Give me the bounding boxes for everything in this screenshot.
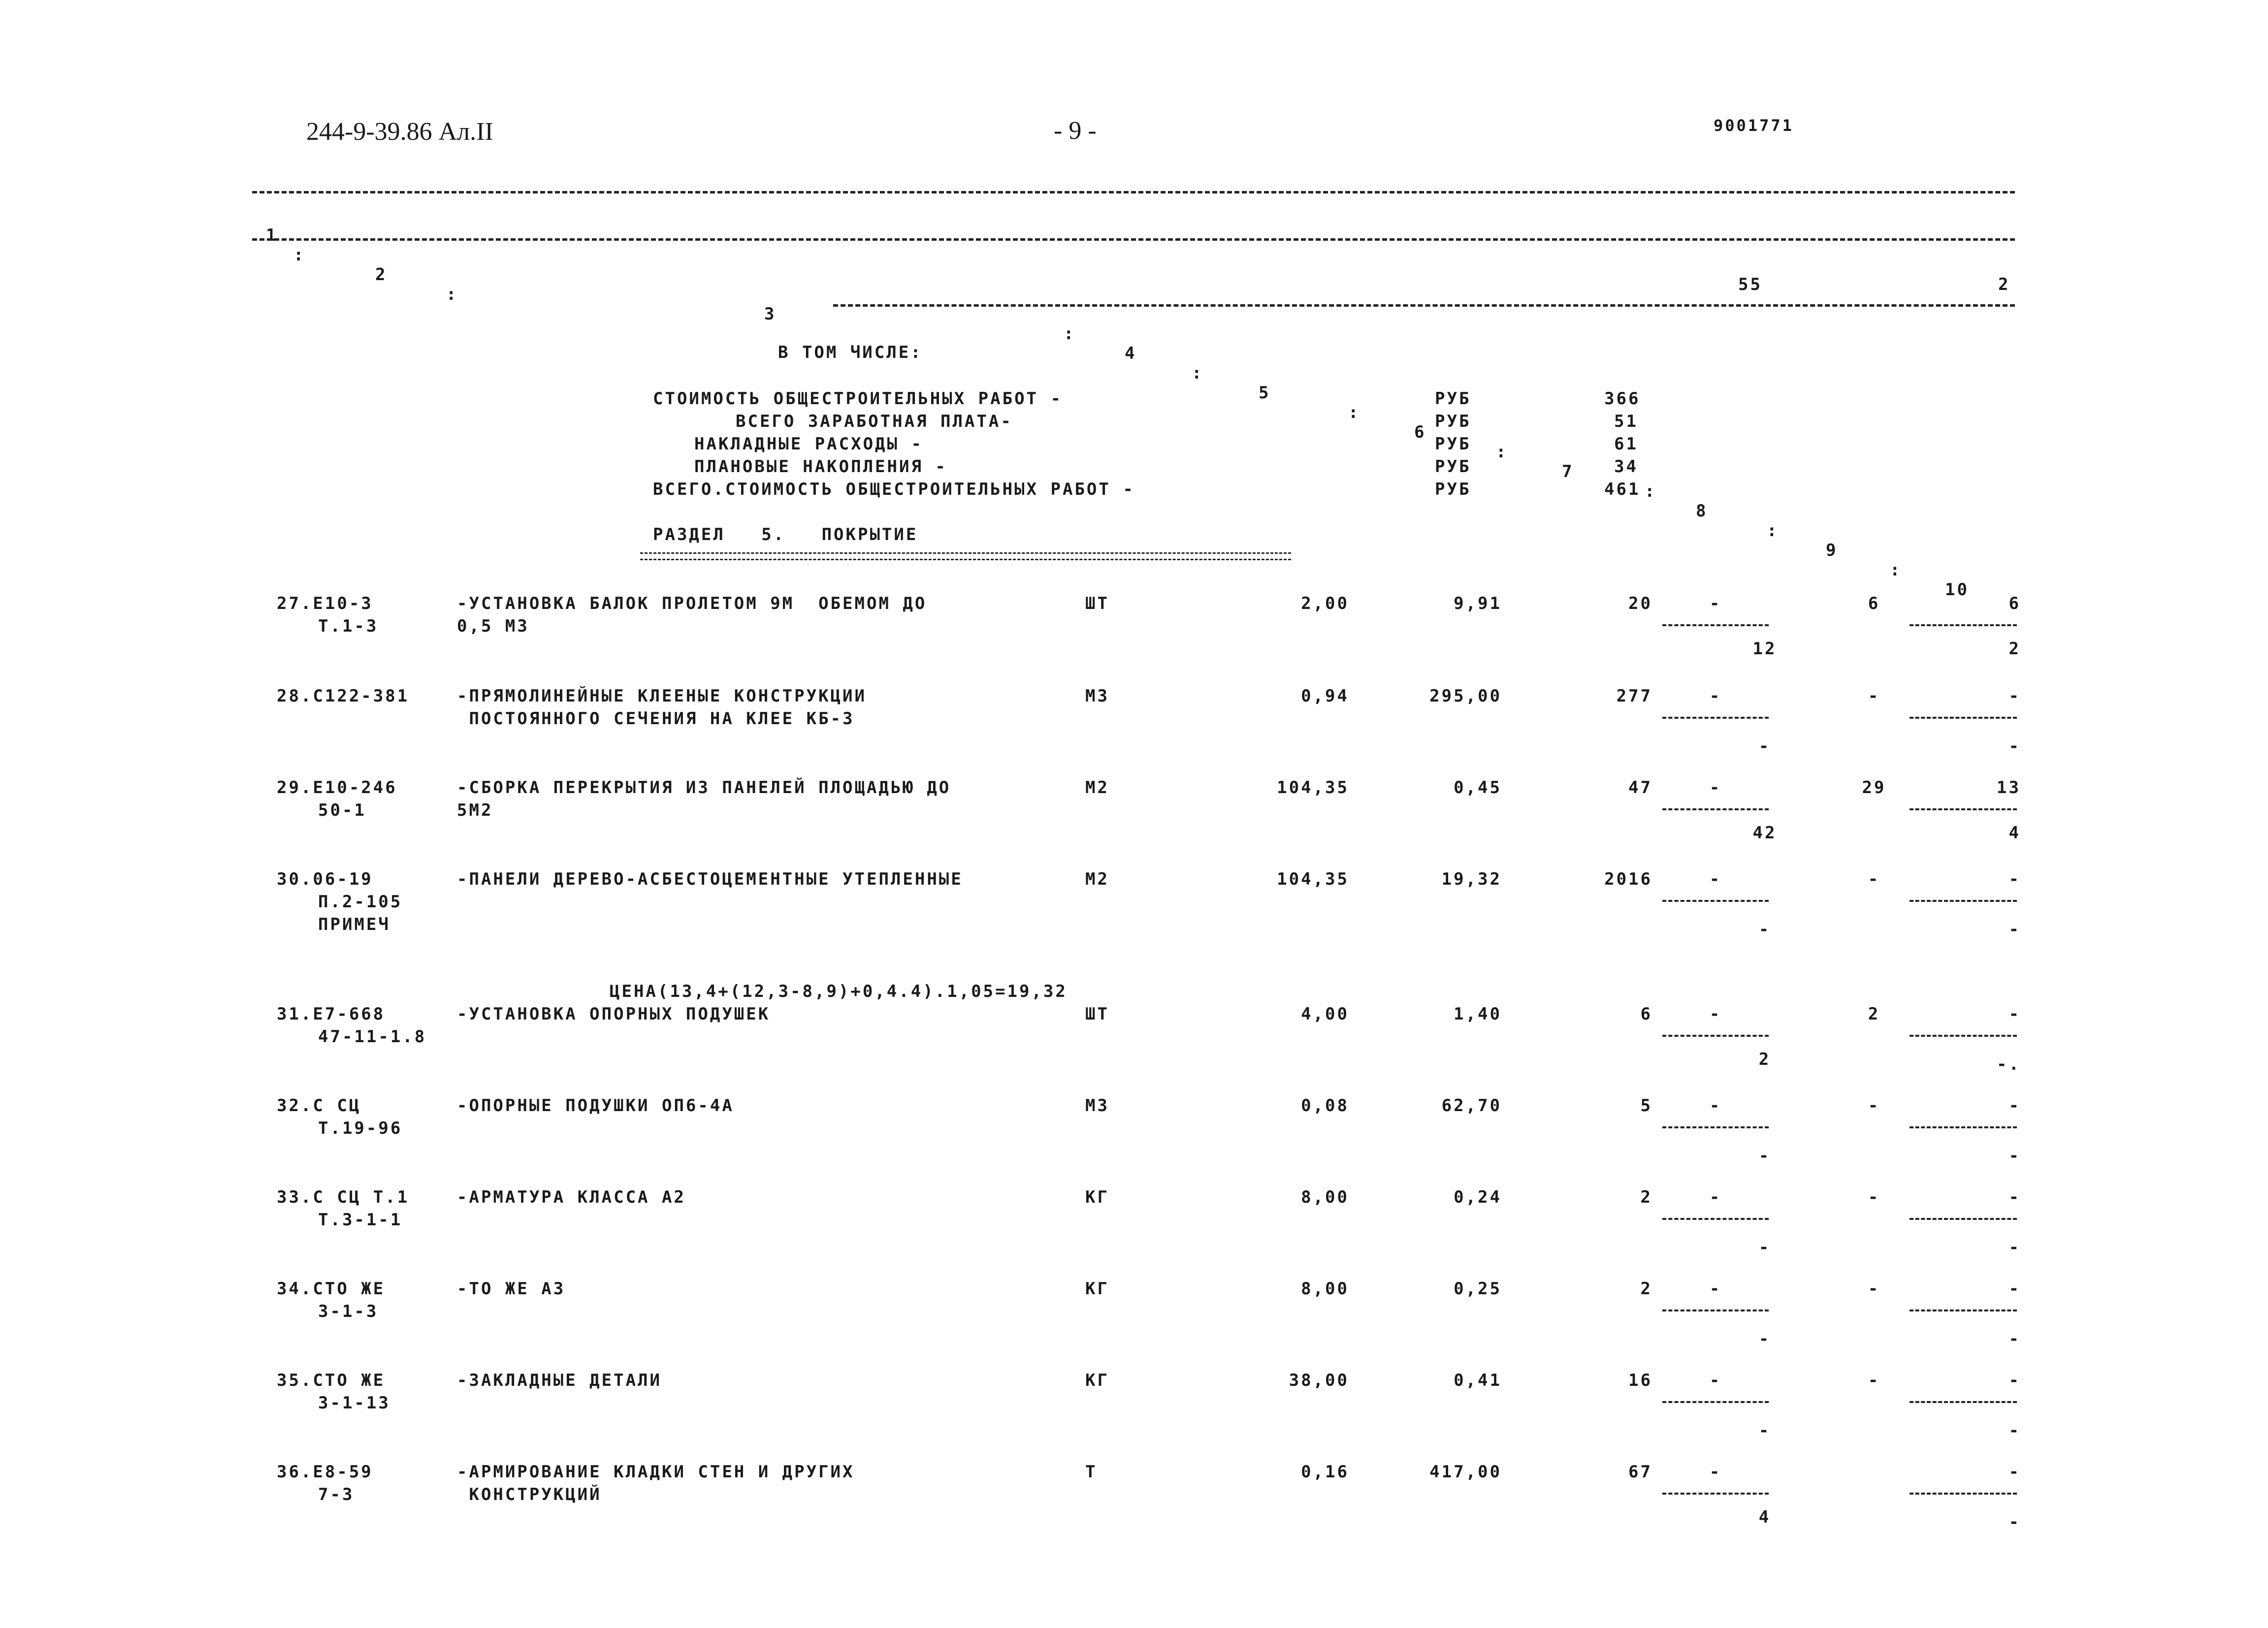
row-col8-bottom: - xyxy=(1758,736,1771,756)
row-code: 35.СТО ЖЕ xyxy=(277,1371,386,1390)
row-col10-top: - xyxy=(2009,1096,2021,1116)
row-total: 2 xyxy=(1640,1279,1652,1299)
row-col9: - xyxy=(1868,869,1880,889)
row-unit-price: 1,40 xyxy=(1454,1004,1502,1024)
row-unit: ШТ xyxy=(1085,1004,1109,1024)
document-code: 244-9-39.86 Ал.II xyxy=(306,118,493,146)
row-col10-bottom: - xyxy=(2009,1329,2021,1349)
summary-label: ВСЕГО ЗАРАБОТНАЯ ПЛАТА- xyxy=(736,412,1013,431)
row-col8-rule xyxy=(1662,1401,1769,1403)
row-col9: 29 xyxy=(1862,778,1886,798)
row-col10-top: - xyxy=(2009,1004,2021,1024)
row-price-note: ЦЕНА(13,4+(12,3-8,9)+0,4.4).1,05=19,32 xyxy=(610,982,1068,1001)
summary-value: 51 xyxy=(1614,412,1638,431)
row-col10-top: - xyxy=(2009,869,2021,889)
row-col10-bottom: -. xyxy=(1997,1054,2021,1074)
row-total: 47 xyxy=(1628,778,1652,798)
row-unit: ШТ xyxy=(1085,594,1109,613)
row-col8-top: - xyxy=(1709,1462,1722,1482)
col-header-10: 10 xyxy=(1945,580,1969,600)
header-rule-bottom xyxy=(252,238,2015,241)
summary-value: 34 xyxy=(1614,457,1638,477)
row-col8-top: - xyxy=(1709,1371,1722,1390)
row-unit: Т xyxy=(1085,1462,1098,1482)
row-quantity: 0,94 xyxy=(1301,686,1349,706)
row-col10-rule xyxy=(1910,808,2017,810)
row-description-cont: 0,5 М3 xyxy=(457,616,529,636)
row-total: 5 xyxy=(1640,1096,1652,1116)
carry-col8: 55 xyxy=(1738,275,1762,294)
row-col10-bottom: - xyxy=(2009,1421,2021,1440)
col-header-sep: : xyxy=(1348,403,1361,422)
carry-col10: 2 xyxy=(1998,275,2010,294)
row-unit: КГ xyxy=(1085,1279,1109,1299)
row-code: 31.Е7-668 xyxy=(277,1004,386,1024)
row-quantity: 104,35 xyxy=(1277,869,1349,889)
row-unit-price: 0,45 xyxy=(1454,778,1502,798)
row-description: -УСТАНОВКА БАЛОК ПРОЛЕТОМ 9М ОБЕМОМ ДО xyxy=(457,594,927,613)
row-description: -ТО ЖЕ А3 xyxy=(457,1279,566,1299)
col-header-4: 4 xyxy=(1125,344,1137,363)
col-header-6: 6 xyxy=(1414,422,1426,442)
col-header-5: 5 xyxy=(1259,383,1271,403)
summary-unit: РУБ xyxy=(1435,389,1471,409)
row-unit-price: 295,00 xyxy=(1429,686,1502,706)
row-total: 277 xyxy=(1616,686,1652,706)
row-col10-bottom: 4 xyxy=(2009,823,2021,843)
row-unit-price: 19,32 xyxy=(1441,869,1502,889)
header-rule-top xyxy=(252,191,2015,193)
row-col10-top: - xyxy=(2009,1187,2021,1207)
summary-label: ПЛАНОВЫЕ НАКОПЛЕНИЯ - xyxy=(694,457,947,477)
col-header-1: 1 xyxy=(266,225,278,245)
col-header-sep: : xyxy=(1192,363,1204,383)
row-code: 30.06-19 xyxy=(277,869,373,889)
row-col8-rule xyxy=(1662,1309,1769,1311)
row-col8-rule xyxy=(1662,717,1769,719)
row-unit: КГ xyxy=(1085,1187,1109,1207)
col-header-sep: : xyxy=(293,245,306,265)
row-col9: - xyxy=(1868,1279,1880,1299)
row-col10-top: - xyxy=(2009,1279,2021,1299)
col-header-sep: : xyxy=(1767,521,1779,541)
summary-unit: РУБ xyxy=(1435,457,1471,477)
row-code-note: ПРИМЕЧ xyxy=(318,915,390,934)
row-col10-rule xyxy=(1910,717,2017,719)
row-description: -АРМИРОВАНИЕ КЛАДКИ СТЕН И ДРУГИХ xyxy=(457,1462,855,1482)
col-header-9: 9 xyxy=(1826,541,1838,560)
row-description: -УСТАНОВКА ОПОРНЫХ ПОДУШЕК xyxy=(457,1004,771,1024)
row-col8-rule xyxy=(1662,900,1769,902)
row-total: 2016 xyxy=(1604,869,1652,889)
row-col9: - xyxy=(1868,1187,1880,1207)
document-id: 9001771 xyxy=(1714,116,1794,135)
row-col10-rule xyxy=(1910,1309,2017,1311)
section-underline xyxy=(640,552,1291,560)
row-col8-bottom: - xyxy=(1758,1238,1771,1257)
row-description-cont: КОНСТРУКЦИЙ xyxy=(457,1485,602,1504)
row-description: -СБОРКА ПЕРЕКРЫТИЯ ИЗ ПАНЕЛЕЙ ПЛОЩАДЬЮ ДО xyxy=(457,778,951,798)
row-col8-top: - xyxy=(1709,778,1722,798)
row-code: 33.С СЦ Т.1 xyxy=(277,1187,410,1207)
row-unit: М3 xyxy=(1085,1096,1109,1116)
row-col10-rule xyxy=(1910,1126,2017,1128)
page-number: - 9 - xyxy=(1054,117,1097,145)
row-description: -ОПОРНЫЕ ПОДУШКИ ОП6-4А xyxy=(457,1096,734,1116)
row-total: 16 xyxy=(1628,1371,1652,1390)
row-code-ref: 3-1-13 xyxy=(318,1393,390,1413)
row-col10-rule xyxy=(1910,1401,2017,1403)
row-col8-bottom: - xyxy=(1758,920,1771,939)
row-unit-price: 0,41 xyxy=(1454,1371,1502,1390)
row-quantity: 8,00 xyxy=(1301,1279,1349,1299)
row-code-ref: 50-1 xyxy=(318,800,366,820)
row-description-cont: ПОСТОЯННОГО СЕЧЕНИЯ НА КЛЕЕ КБ-3 xyxy=(457,709,855,729)
summary-label: ВСЕГО.СТОИМОСТЬ ОБЩЕСТРОИТЕЛЬНЫХ РАБОТ - xyxy=(653,479,1135,499)
row-col8-bottom: - xyxy=(1758,1329,1771,1349)
col-header-sep: : xyxy=(446,285,458,304)
row-col8-bottom: 2 xyxy=(1758,1050,1771,1069)
row-col10-bottom: - xyxy=(2009,1146,2021,1166)
row-col8-top: - xyxy=(1709,686,1722,706)
row-col10-bottom: - xyxy=(2009,1238,2021,1257)
row-code-ref: Т.1-3 xyxy=(318,616,379,636)
row-total: 20 xyxy=(1628,594,1652,613)
row-unit-price: 0,25 xyxy=(1454,1279,1502,1299)
col-header-sep: : xyxy=(1496,442,1508,462)
summary-heading: В ТОМ ЧИСЛЕ: xyxy=(778,343,923,362)
row-unit: М2 xyxy=(1085,778,1109,798)
row-total: 2 xyxy=(1640,1187,1652,1207)
row-col10-rule xyxy=(1910,900,2017,902)
row-col8-rule xyxy=(1662,808,1769,810)
col-header-sep: : xyxy=(1064,324,1076,344)
row-code: 32.С СЦ xyxy=(277,1096,361,1116)
row-unit: М3 xyxy=(1085,686,1109,706)
row-col8-bottom: 4 xyxy=(1758,1507,1771,1527)
row-code: 27.Е10-3 xyxy=(277,594,373,613)
row-col8-top: - xyxy=(1709,1279,1722,1299)
row-col8-rule xyxy=(1662,1126,1769,1128)
row-col10-top: 6 xyxy=(2009,594,2021,613)
row-code-ref: Т.19-96 xyxy=(318,1118,403,1138)
row-col10-bottom: - xyxy=(2009,1512,2021,1532)
col-header-8: 8 xyxy=(1696,501,1708,521)
row-col8-rule xyxy=(1662,1493,1769,1495)
row-col9: - xyxy=(1868,1096,1880,1116)
row-description-cont: 5М2 xyxy=(457,800,493,820)
row-col10-bottom: 2 xyxy=(2009,639,2021,659)
row-col10-top: - xyxy=(2009,686,2021,706)
row-unit-price: 0,24 xyxy=(1454,1187,1502,1207)
row-quantity: 0,08 xyxy=(1301,1096,1349,1116)
row-description: -ЗАКЛАДНЫЕ ДЕТАЛИ xyxy=(457,1371,662,1390)
row-col8-rule xyxy=(1662,1218,1769,1220)
summary-unit: РУБ xyxy=(1435,479,1471,499)
summary-value: 461 xyxy=(1604,479,1641,499)
summary-value: 61 xyxy=(1614,434,1638,454)
row-col10-top: - xyxy=(2009,1371,2021,1390)
row-total: 67 xyxy=(1628,1462,1652,1482)
summary-unit: РУБ xyxy=(1435,434,1471,454)
row-col9: - xyxy=(1868,686,1880,706)
row-col8-top: - xyxy=(1709,1187,1722,1207)
row-col10-rule xyxy=(1910,1035,2017,1037)
row-col9: 2 xyxy=(1868,1004,1880,1024)
row-col10-rule xyxy=(1910,1493,2017,1495)
row-col10-bottom: - xyxy=(2009,736,2021,756)
row-code-ref: П.2-105 xyxy=(318,892,403,912)
row-col10-rule xyxy=(1910,1218,2017,1220)
row-col8-top: - xyxy=(1709,1004,1722,1024)
row-col9: - xyxy=(1868,1371,1880,1390)
row-total: 6 xyxy=(1640,1004,1652,1024)
row-code: 28.С122-381 xyxy=(277,686,410,706)
row-col8-top: - xyxy=(1709,594,1722,613)
row-col8-rule xyxy=(1662,624,1769,626)
row-col10-rule xyxy=(1910,624,2017,626)
row-col8-bottom: - xyxy=(1758,1146,1771,1166)
row-code-ref: 3-1-3 xyxy=(318,1302,379,1321)
row-col8-top: - xyxy=(1709,1096,1722,1116)
row-unit-price: 417,00 xyxy=(1429,1462,1502,1482)
row-code-ref: Т.3-1-1 xyxy=(318,1210,403,1230)
row-col10-top: - xyxy=(2009,1462,2021,1482)
col-header-sep: : xyxy=(1890,560,1902,580)
row-code: 36.Е8-59 xyxy=(277,1462,373,1482)
row-quantity: 104,35 xyxy=(1277,778,1349,798)
row-unit: КГ xyxy=(1085,1371,1109,1390)
row-unit: М2 xyxy=(1085,869,1109,889)
summary-unit: РУБ xyxy=(1435,412,1471,431)
col-header-7: 7 xyxy=(1562,462,1574,481)
row-quantity: 2,00 xyxy=(1301,594,1349,613)
row-col8-bottom: 12 xyxy=(1752,639,1777,659)
section-title: РАЗДЕЛ 5. ПОКРЫТИЕ xyxy=(653,525,918,544)
row-unit-price: 62,70 xyxy=(1441,1096,1502,1116)
carry-rule xyxy=(833,304,2015,307)
row-unit-price: 9,91 xyxy=(1454,594,1502,613)
summary-label: НАКЛАДНЫЕ РАСХОДЫ - xyxy=(694,434,923,454)
row-description: -АРМАТУРА КЛАССА А2 xyxy=(457,1187,686,1207)
col-header-2: 2 xyxy=(375,265,388,285)
summary-value: 366 xyxy=(1604,389,1641,409)
row-col10-bottom: - xyxy=(2009,920,2021,939)
row-col8-top: - xyxy=(1709,869,1722,889)
row-quantity: 0,16 xyxy=(1301,1462,1349,1482)
row-quantity: 4,00 xyxy=(1301,1004,1349,1024)
row-col10-top: 13 xyxy=(1997,778,2021,798)
row-code: 29.Е10-246 xyxy=(277,778,397,798)
row-quantity: 38,00 xyxy=(1289,1371,1349,1390)
row-code: 34.СТО ЖЕ xyxy=(277,1279,386,1299)
row-col9: 6 xyxy=(1868,594,1880,613)
row-description: -ПАНЕЛИ ДЕРЕВО-АСБЕСТОЦЕМЕНТНЫЕ УТЕПЛЕННЫЕ xyxy=(457,869,963,889)
row-description: -ПРЯМОЛИНЕЙНЫЕ КЛЕЕНЫЕ КОНСТРУКЦИИ xyxy=(457,686,867,706)
row-code-ref: 7-3 xyxy=(318,1485,355,1504)
col-header-sep: : xyxy=(1645,481,1657,501)
row-col8-rule xyxy=(1662,1035,1769,1037)
summary-label: СТОИМОСТЬ ОБЩЕСТРОИТЕЛЬНЫХ РАБОТ - xyxy=(653,389,1063,409)
row-quantity: 8,00 xyxy=(1301,1187,1349,1207)
col-header-3: 3 xyxy=(764,304,777,324)
row-col8-bottom: - xyxy=(1758,1421,1771,1440)
row-col8-bottom: 42 xyxy=(1752,823,1777,843)
row-code-ref: 47-11-1.8 xyxy=(318,1027,427,1047)
